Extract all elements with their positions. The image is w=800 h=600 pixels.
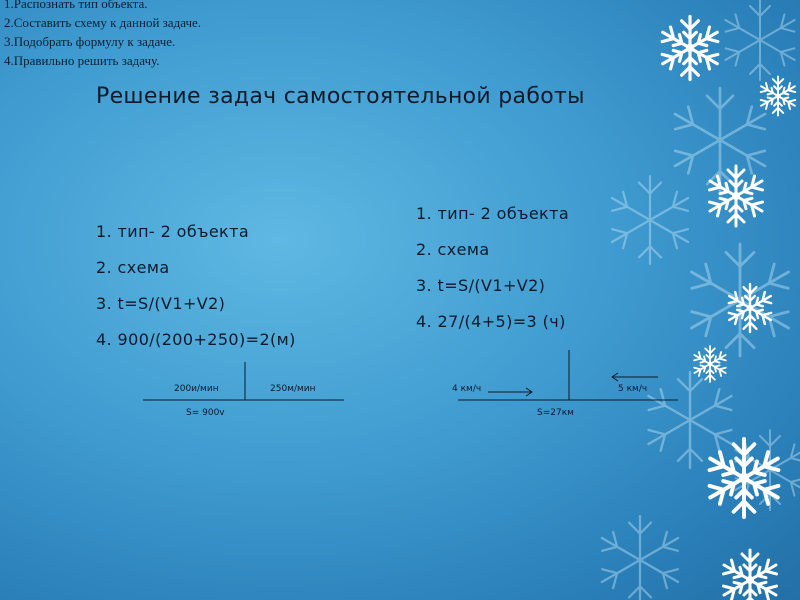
left-motion-diagram: [143, 362, 344, 400]
speed-label-left: 200и/мин: [174, 384, 219, 394]
solution-step: 2. схема: [96, 258, 170, 277]
solution-step: 1. тип- 2 объекта: [96, 222, 250, 241]
slide-title: Решение задач самостоятельной работы: [96, 84, 585, 109]
snowflake-icon: [685, 244, 796, 356]
distance-label: S=27км: [537, 408, 574, 418]
arrow-left-icon: [612, 373, 658, 381]
snowflake-icon: [705, 439, 783, 517]
solution-step: 3. t=S/(V1+V2): [96, 294, 226, 313]
task-instructions: [4, 0, 201, 70]
distance-label: S= 900v: [186, 408, 225, 418]
instruction-item: 1.Распознать тип объекта.: [4, 0, 148, 11]
solution-step: 3. t=S/(V1+V2): [416, 276, 546, 295]
snowflake-icon: [692, 346, 728, 382]
snowflake-icon: [606, 176, 693, 264]
snowflake-icon: [659, 17, 722, 80]
snowflake-icon: [596, 516, 683, 600]
snowflake-icon: [668, 88, 771, 192]
speed-label-left: 4 км/ч: [452, 384, 482, 394]
solution-step: 1. тип- 2 объекта: [416, 204, 570, 223]
arrow-right-icon: [488, 388, 532, 396]
instruction-item: 2.Составить схему к данной задаче.: [4, 15, 201, 30]
snowflake-icon: [726, 284, 774, 332]
speed-label-right: 5 км/ч: [618, 384, 648, 394]
speed-label-right: 250м/мин: [270, 384, 316, 394]
solution-step: 4. 27/(4+5)=3 (ч): [416, 312, 566, 331]
snowflake-icon: [759, 77, 798, 116]
snowflake-icon: [642, 372, 737, 468]
right-solution-steps: [416, 196, 569, 340]
solution-step: 2. схема: [416, 240, 490, 259]
snowflake-icon: [720, 0, 799, 80]
instruction-item: 4.Правильно решить задачу.: [4, 53, 160, 68]
instruction-item: 3.Подобрать формулу к задаче.: [4, 34, 176, 49]
left-solution-steps: [96, 214, 296, 358]
snowflake-icon: [720, 550, 780, 600]
solution-step: 4. 900/(200+250)=2(м): [96, 330, 296, 349]
